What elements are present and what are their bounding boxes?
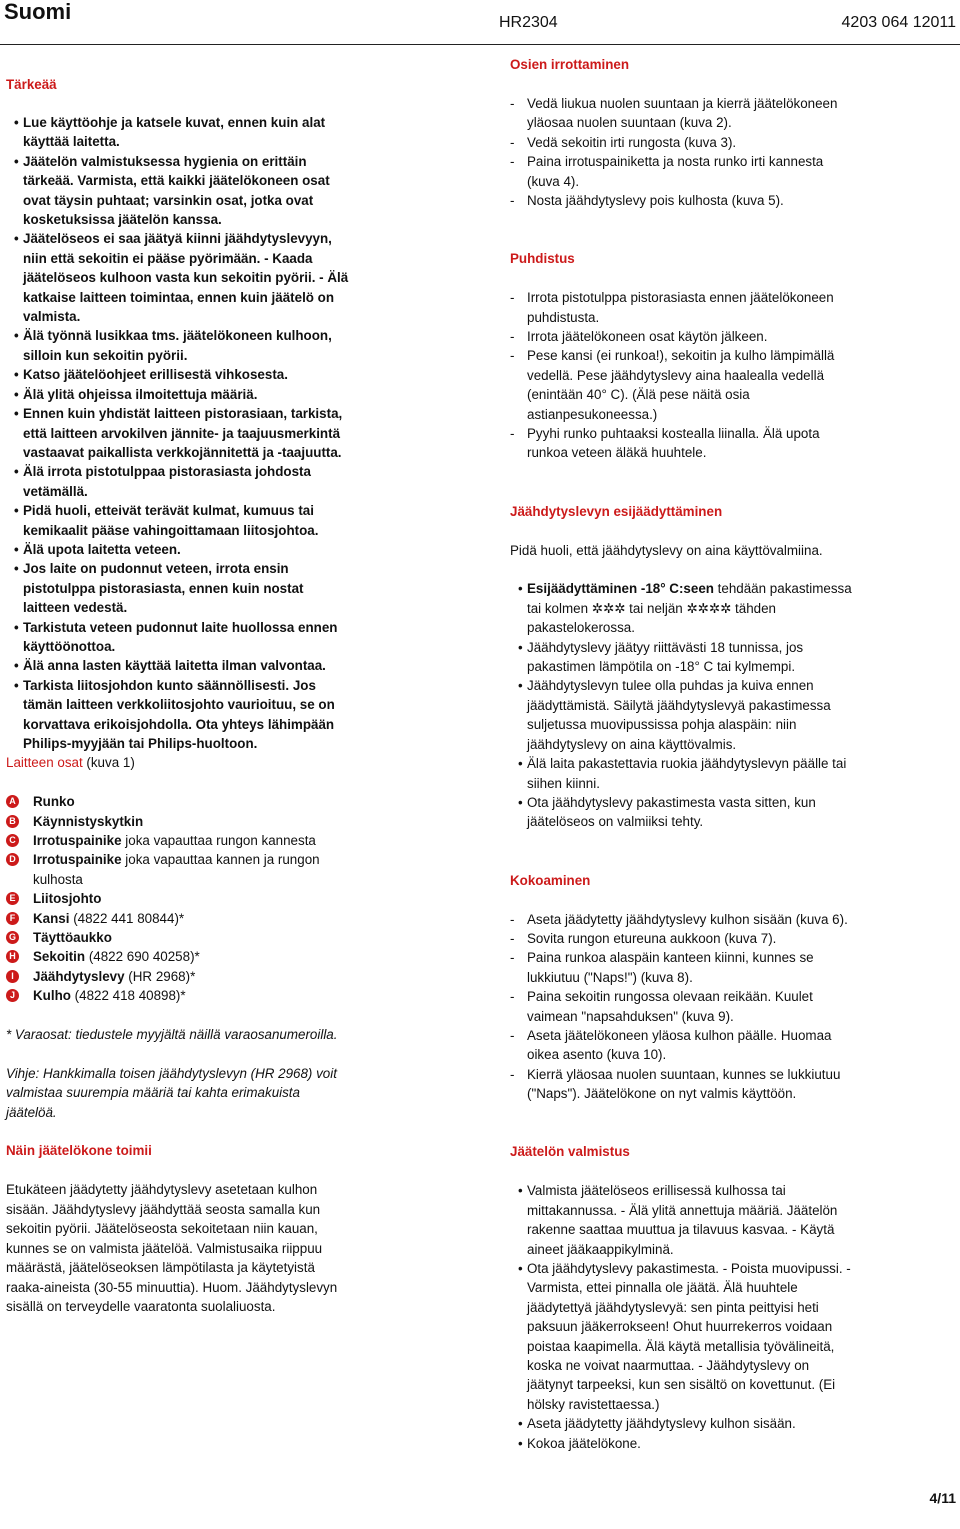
how-it-works-text: Etukäteen jäädytetty jäähdytyslevy asetetaan kulhon sisään. Jäähdytyslevy jäähdyttää seosta samalla kun sekoitin pyörii. Jäätelöseosta sekoitetaan niin kauan, kunnes se on valmista jäätelöä. Valmistusaika riippuu määrästä, jäätelöseoksen lämpötilasta ja käytetyistä raaka-aineista (30-55 minuuttia). Huom. Jäähdytyslevyn sisällä on terveydelle vaaratonta suolaliuosta. [6,1182,338,1314]
part-detail: (4822 418 40898)* [70,988,186,1004]
part-item [6,967,351,986]
list-item [510,579,855,637]
part-item [6,889,351,908]
list-item: • Ennen kuin yhdistät laitteen pistorasiaan, tarkista, että laitteen arvokilven jännite- ja taajuusmerkintä vastaavat paikallista verkkojännitettä ja -taajuutta. [6,404,351,462]
list-item: - Kierrä yläosaa nuolen suuntaan, kunnes se lukkiutuu ("Naps"). Jäätelökone on nyt valmis käyttöön. [510,1065,855,1104]
part-name: Irrotuspainike [33,833,122,849]
prefreeze-heading: Jäähdytyslevyn esijäädyttäminen [510,503,723,519]
part-name: Liitosjohto [33,891,102,907]
list-item: - Aseta jäätelökoneen yläosa kulhon päälle. Huomaa oikea asento (kuva 10). [510,1026,855,1065]
list-item: • Jäähdytyslevy jäätyy riittävästi 18 tunnissa, jos pakastimen lämpötila on -18° C tai kylmempi. [510,638,855,677]
parts-title: Laitteen osat [6,755,83,771]
left-column [6,55,351,1316]
part-letter-badge: H [6,950,19,963]
part-letter-badge: F [6,912,19,925]
list-item: - Paina sekoitin rungossa olevaan reikään. Kuulet vaimean "napsahduksen" (kuva 9). [510,987,855,1026]
list-item: • Tarkistuta veteen pudonnut laite huollossa ennen käyttöönottoa. [6,618,351,657]
part-letter-badge: G [6,931,19,944]
part-letter-badge: J [6,989,19,1002]
part-letter-badge: B [6,815,19,828]
part-item [6,986,351,1005]
part-item [6,909,351,928]
prefreeze-lead: Esijäädyttäminen -18° C:seen [527,581,714,597]
part-item [6,947,351,966]
part-item [6,928,351,947]
list-item: • Älä työnnä lusikkaa tms. jäätelökoneen kulhoon, silloin kun sekoitin pyörii. [6,326,351,365]
part-item [6,831,351,850]
part-name: Irrotuspainike [33,852,122,868]
part-detail: (HR 2968)* [124,968,196,984]
part-detail: (4822 441 80844)* [69,910,185,926]
list-item: - Aseta jäädytetty jäähdytyslevy kulhon sisään (kuva 6). [510,910,855,929]
list-item: • Älä irrota pistotulppaa pistorasiasta johdosta vetämällä. [6,462,351,501]
part-letter-badge: C [6,834,19,847]
list-item: - Paina irrotuspainiketta ja nosta runko irti kannesta (kuva 4). [510,152,855,191]
list-item: • Pidä huoli, etteivät terävät kulmat, kumuus tai kemikaalit pääse vahingoittamaan liitosjohtoa. [6,501,351,540]
part-detail: (4822 690 40258)* [85,949,200,965]
part-letter-badge: A [6,795,19,808]
assembly-list [510,910,855,1104]
list-item: • Ota jäähdytyslevy pakastimesta vasta sitten, kun jäätelöseos on valmiiksi tehty. [510,793,855,832]
list-item: • Jäähdytyslevyn tulee olla puhdas ja kuiva ennen jäädyttämistä. Säilytä jäähdytyslevyä pakastimessa suljetussa muovipussissa pohja alaspäin: niin jäähdytyslevy on aina käyttövalmis. [510,676,855,754]
list-item: • Tarkista liitosjohdon kunto säännöllisesti. Jos tämän laitteen verkkoliitosjohto vaurioituu, se on korvattava erikoisjohdolla. Ota yhteys lähimpään Philips-myyjään tai Philips-huoltoon. [6,676,351,754]
parts-list [6,792,351,1005]
spare-parts-note: * Varaosat: tiedustele myyjältä näillä varaosanumeroilla. [6,1027,338,1043]
detach-list [510,94,855,210]
part-name: Sekoitin [33,949,86,965]
part-detail: joka vapauttaa rungon kannesta [121,833,316,849]
assembly-heading: Kokoaminen [510,872,591,888]
list-item: - Vedä sekoitin irti rungosta (kuva 3). [510,133,855,152]
list-item: - Paina runkoa alaspäin kanteen kiinni, kunnes se lukkiutuu ("Naps!") (kuva 8). [510,948,855,987]
parts-figure-ref: (kuva 1) [82,755,135,771]
part-name: Käynnistyskytkin [33,813,144,829]
parts-heading [6,753,351,772]
part-letter-badge: D [6,853,19,866]
list-item: - Pyyhi runko puhtaaksi kostealla liinalla. Älä upota runkoa veteen äläkä huuhtele. [510,424,855,463]
making-heading: Jäätelön valmistus [510,1144,630,1160]
cleaning-heading: Puhdistus [510,251,575,267]
list-item: • Älä anna lasten käyttää laitetta ilman valvontaa. [6,656,351,675]
cleaning-list [510,288,855,463]
prefreeze-first-text: tehdään pakastimessa tai kolmen ✲✲✲ tai neljän ✲✲✲✲ tähden pakastelokerossa. [527,581,852,636]
list-item: • Älä laita pakastettavia ruokia jäähdytyslevyn päälle tai siihen kiinni. [510,754,855,793]
prefreeze-intro: Pidä huoli, että jäähdytyslevy on aina käyttövalmiina. [510,542,823,558]
part-item [6,812,351,831]
list-item: • Valmista jäätelöseos erillisessä kulhossa tai mittakannussa. - Älä ylitä annettuja määriä. Jäätelön rakenne saattaa muuttua ja tilavuus kasvaa. - Käytä aineet jääkaappikylminä. [510,1181,855,1259]
page-number: 4/11 [929,1490,956,1506]
document-number: 4203 064 12011 [841,14,956,31]
part-item [6,850,351,889]
part-name: Kulho [33,988,71,1004]
part-name: Kansi [33,910,70,926]
part-detail: joka vapauttaa kannen ja rungon kulhosta [33,852,320,887]
list-item: • Älä ylitä ohjeissa ilmoitettuja määriä. [6,385,351,404]
header-divider [0,44,960,45]
model-number: HR2304 [499,14,558,31]
list-item: • Ota jäähdytyslevy pakastimesta. - Poista muovipussi. - Varmista, ettei pinnalla ole jäätä. Älä huuhtele jäädytettyä jäähdytyslevyä: sen pinta peittyisi heti paksuun jääkerrokseen! Ohut huurrekerros voidaan poistaa kaapimella. Älä käytä metallisia työvälineitä, koska ne voivat naarmuttaa. - Jäähdytyslevy on jäätynyt tarpeeksi, kun sen sisältö on kovettunut. (Ei hölsky ravistettaessa.) [510,1259,855,1414]
list-item: • Älä upota laitetta veteen. [6,540,351,559]
list-item: • Jäätelöseos ei saa jäätyä kiinni jäähdytyslevyyn, niin että sekoitin ei pääse pyörimään. - Kaada jäätelöseos kulhoon vasta kun sekoitin pyörii. - Älä katkaise laitteen toimintaa, ennen kuin jäätelö on valmista. [6,229,351,326]
list-item: • Aseta jäädytetty jäähdytyslevy kulhon sisään. [510,1414,855,1433]
part-name: Jäähdytyslevy [33,968,125,984]
list-item: • Lue käyttöohje ja katsele kuvat, ennen kuin alat käyttää laitetta. [6,113,351,152]
making-list [510,1181,855,1453]
part-letter-badge: I [6,970,19,983]
list-item: • Katso jäätelöohjeet erillisestä vihkosesta. [6,365,351,384]
prefreeze-list [510,579,855,831]
important-list [6,113,351,753]
list-item: • Jäätelön valmistuksessa hygienia on erittäin tärkeää. Varmista, että kaikki jäätelökoneen osat ovat täysin puhtaat; varsinkin osat, jotka ovat kosketuksissa jäätelön kanssa. [6,152,351,230]
list-item: - Nosta jäähdytyslevy pois kulhosta (kuva 5). [510,191,855,210]
part-name: Täyttöaukko [33,930,112,946]
tip-note: Vihje: Hankkimalla toisen jäähdytyslevyn (HR 2968) voit valmistaa suurempia määriä tai kahta erimakuista jäätelöä. [6,1065,337,1120]
list-item: - Sovita rungon etureuna aukkoon (kuva 7). [510,929,855,948]
part-letter-badge: E [6,892,19,905]
list-item: • Kokoa jäätelökone. [510,1434,855,1453]
right-column [510,55,855,1453]
list-item: - Irrota jäätelökoneen osat käytön jälkeen. [510,327,855,346]
detach-heading: Osien irrottaminen [510,57,630,72]
list-item: • Jos laite on pudonnut veteen, irrota ensin pistotulppa pistorasiasta, ennen kuin nostat laitteen vedestä. [6,559,351,617]
important-heading: Tärkeää [6,77,57,92]
list-item: - Irrota pistotulppa pistorasiasta ennen jäätelökoneen puhdistusta. [510,288,855,327]
list-item: - Vedä liukua nuolen suuntaan ja kierrä jäätelökoneen yläosaa nuolen suuntaan (kuva 2). [510,94,855,133]
language-title: Suomi [4,0,72,24]
part-item [6,792,351,811]
how-it-works-heading: Näin jäätelökone toimii [6,1143,152,1159]
list-item: - Pese kansi (ei runkoa!), sekoitin ja kulho lämpimällä vedellä. Pese jäähdytyslevy aina haalealla vedellä (enintään 40° C). (Älä pese näitä osia astianpesukoneessa.) [510,346,855,424]
part-name: Runko [33,794,75,810]
